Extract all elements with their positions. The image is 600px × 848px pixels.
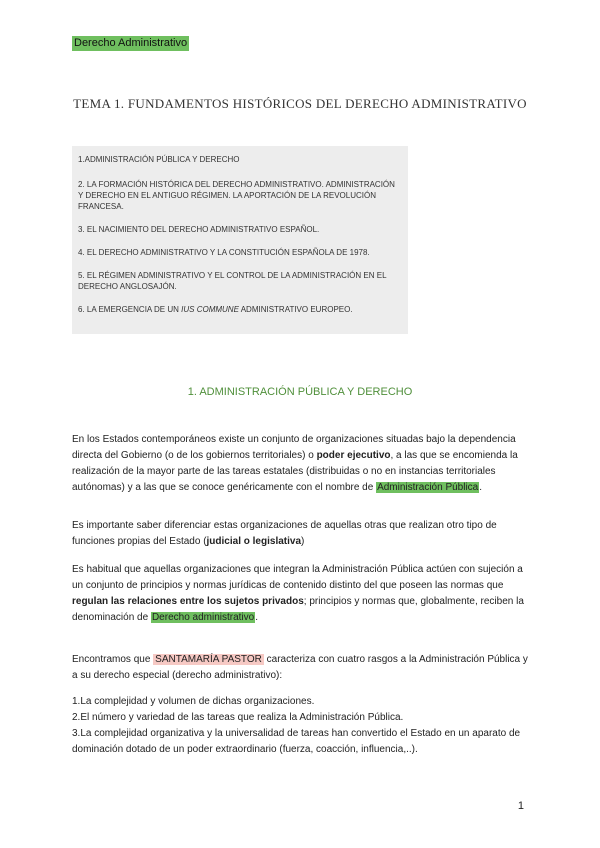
p1-text-d: . xyxy=(479,482,483,493)
toc-item-3: 3. EL NACIMIENTO DEL DERECHO ADMINISTRATIVO ESPAÑOL. xyxy=(78,225,320,234)
p2-text-a: Es importante saber diferenciar estas organizaciones de aquellas otras que realizan otro tipo de funciones propias del Estado ( xyxy=(72,520,497,547)
toc-item-4: 4. EL DERECHO ADMINISTRATIVO Y LA CONSTITUCIÓN ESPAÑOLA DE 1978. xyxy=(78,248,370,257)
paragraph-1 xyxy=(72,432,528,496)
p2-bold: judicial o legislativa xyxy=(206,536,302,547)
page-number: 1 xyxy=(517,800,524,812)
p1-text-c: , a las que se encomienda la realización de la mayor parte de las tareas estatales (distribuidas o no en instancias territoriales autónomas) y a las que se conoce genéricamente con el nombre de xyxy=(72,450,518,493)
toc-item-6-emphasis: IUS COMMUNE xyxy=(181,305,239,314)
list-item-1: 1.La complejidad y volumen de dichas organizaciones. xyxy=(72,696,315,707)
toc-item-6-prefix: 6. LA EMERGENCIA DE UN xyxy=(78,305,182,314)
p3-text-a: Es habitual que aquellas organizaciones que integran la Administración Pública actúen con sujeción a un conjunto de principios y normas jurídicas de contenido distinto del que poseen las normas que xyxy=(72,564,523,591)
p1-text-a: En los Estados contemporáneos existe un conjunto de organizaciones situadas bajo la dependencia directa del Gobierno (o de los gobiernos territoriales) o xyxy=(72,434,516,461)
p1-highlight: Administración Pública xyxy=(377,482,479,493)
p3-text-d: . xyxy=(255,612,258,623)
p3-highlight: Derecho administrativo xyxy=(151,612,255,623)
page-title: TEMA 1. FUNDAMENTOS HISTÓRICOS DEL DERECHO ADMINISTRATIVO xyxy=(73,96,527,111)
toc-item-6-suffix: ADMINISTRATIVO EUROPEO. xyxy=(238,305,353,314)
toc-item-5: 5. EL RÉGIMEN ADMINISTRATIVO Y EL CONTROL DE LA ADMINISTRACIÓN EN EL DERECHO ANGLOSAJÓN. xyxy=(78,271,387,291)
paragraph-2 xyxy=(72,518,528,550)
toc-item-2: 2. LA FORMACIÓN HISTÓRICA DEL DERECHO ADMINISTRATIVO. ADMINISTRACIÓN Y DERECHO EN EL ANTIGUO RÉGIMEN. LA APORTACIÓN DE LA REVOLUCIÓN FRANCESA. xyxy=(78,180,395,211)
section-heading: 1. ADMINISTRACIÓN PÚBLICA Y DERECHO xyxy=(187,386,413,398)
toc-item-6 xyxy=(78,304,400,315)
numbered-list xyxy=(72,694,528,758)
p3-bold: regulan las relaciones entre los sujetos privados xyxy=(72,596,304,607)
p1-bold: poder ejecutivo xyxy=(316,450,391,461)
toc-item-1: 1.ADMINISTRACIÓN PÚBLICA Y DERECHO xyxy=(78,155,240,164)
p4-highlight: SANTAMARÍA PASTOR xyxy=(155,654,262,665)
paragraph-3 xyxy=(72,562,528,626)
paragraph-4 xyxy=(72,652,528,684)
p3-text-c: ; principios y normas que, globalmente, reciben la denominación de xyxy=(72,596,524,623)
p4-text-b: caracteriza con cuatro rasgos a la Administración Pública y a su derecho especial (derecho administrativo): xyxy=(72,654,528,681)
document-header-tag: Derecho Administrativo xyxy=(74,37,188,49)
list-item-2: 2.El número y variedad de las tareas que realiza la Administración Pública. xyxy=(72,712,404,723)
p2-text-c: ) xyxy=(301,536,305,547)
table-of-contents xyxy=(72,146,408,334)
p4-text-a: Encontramos que xyxy=(72,654,154,665)
list-item-3: 3.La complejidad organizativa y la universalidad de tareas han convertido el Estado en un aparato de dominación dotado de un poder extraordinario (fuerza, coacción, influencia,..). xyxy=(72,728,521,755)
